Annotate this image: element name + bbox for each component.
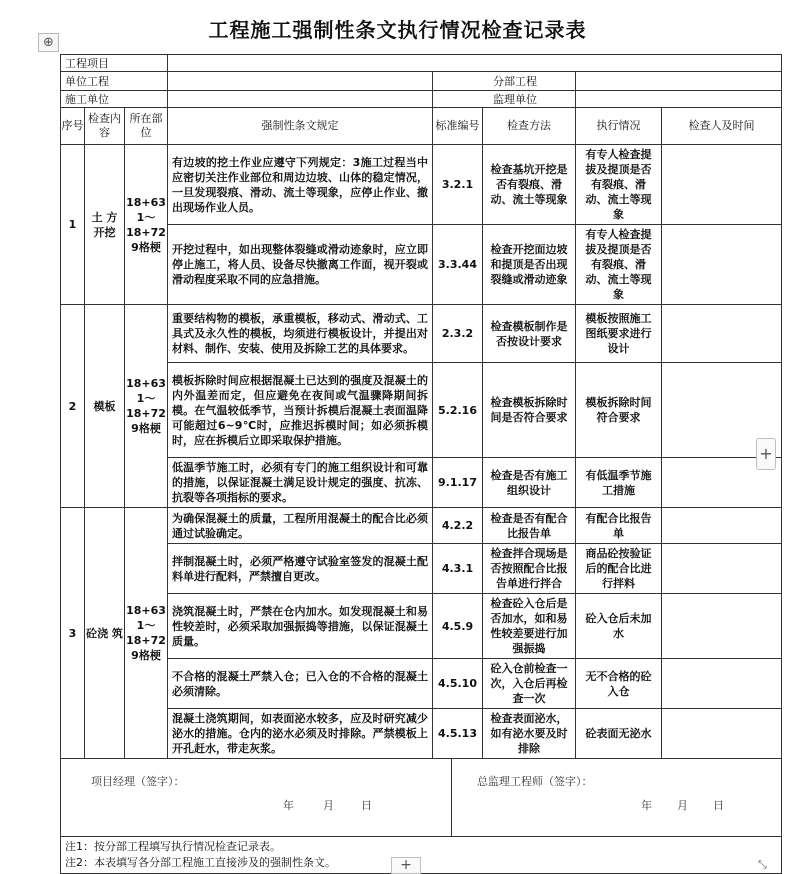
std-number: 2.3.2 xyxy=(433,305,483,363)
std-number: 3.2.1 xyxy=(433,145,483,225)
provision-text: 低温季节施工时，必须有专门的施工组织设计和可靠的措施，以保证混凝土满足设计规定的强度、抗冻、抗裂等各项指标的要求。 xyxy=(168,458,433,508)
provision-row xyxy=(61,508,782,544)
subproject-value[interactable] xyxy=(576,72,782,91)
execution-status: 模板按照施工图纸要求进行设计 xyxy=(576,305,662,363)
chief-date-year: 年 xyxy=(641,799,652,812)
inspector-cell[interactable] xyxy=(662,305,782,363)
provision-row xyxy=(61,145,782,225)
inspector-cell[interactable] xyxy=(662,508,782,544)
project-value[interactable] xyxy=(168,55,782,72)
provision-row xyxy=(61,363,782,458)
add-column-plus-icon[interactable]: + xyxy=(756,438,776,470)
note-2: 注2：本表填写各分部工程施工直接涉及的强制性条文。 xyxy=(65,856,336,869)
execution-status: 有配合比报告单 xyxy=(576,508,662,544)
std-number: 4.5.13 xyxy=(433,709,483,759)
pm-signature-label: 项目经理（签字）： xyxy=(91,775,185,788)
project-label: 工程项目 xyxy=(61,55,168,72)
group-check-content: 砼浇 筑 xyxy=(85,508,125,759)
header-inspector: 检查人及时间 xyxy=(662,108,782,145)
inspector-cell[interactable] xyxy=(662,544,782,594)
group-location: 18+63 1～ 18+72 9格梗 xyxy=(125,305,168,508)
notes-cell xyxy=(61,837,782,874)
group-check-content: 模板 xyxy=(85,305,125,508)
table-resize-icon[interactable]: ⤡ xyxy=(758,858,767,871)
execution-status: 有专人检查提拔及提顶是否有裂痕、滑动、流土等现象 xyxy=(576,225,662,305)
inspector-cell[interactable] xyxy=(662,594,782,659)
provision-text: 有边坡的挖土作业应遵守下列规定：3施工过程当中应密切关注作业部位和周边边坡、山体的稳定情况，一旦发现裂痕、滑动、流土等现象，应停止作业、撤出现场作业人员。 xyxy=(168,145,433,225)
provision-row xyxy=(61,594,782,659)
header-check-content: 检查内容 xyxy=(85,108,125,145)
provision-text: 开挖过程中，如出现整体裂缝或滑动迹象时，应立即停止施工，将人员、设备尽快撤离工作面，视开裂或滑动程度采取不同的应急措施。 xyxy=(168,225,433,305)
note-1: 注1：按分部工程填写执行情况检查记录表。 xyxy=(65,840,281,853)
header-location: 所在部位 xyxy=(125,108,168,145)
group-seq: 3 xyxy=(61,508,85,759)
construction-value[interactable] xyxy=(168,91,433,108)
execution-status: 无不合格的砼入仓 xyxy=(576,659,662,709)
header-exec: 执行情况 xyxy=(576,108,662,145)
pm-date-month: 月 xyxy=(323,799,334,812)
check-method: 检查是否有施工组织设计 xyxy=(483,458,576,508)
std-number: 4.2.2 xyxy=(433,508,483,544)
provision-text: 浇筑混凝土时，严禁在仓内加水。如发现混凝土和易性较差时，必须采取加强振捣等措施，以保证混凝土质量。 xyxy=(168,594,433,659)
provision-row xyxy=(61,305,782,363)
provision-text: 模板拆除时间应根据混凝土已达到的强度及混凝土的内外温差而定，但应避免在夜间或气温骤降期间拆模。在气温较低季节，当预计拆模后混凝土表面温降可能超过6~9℃时，应推迟拆模时间；如必须拆模时，应在拆模后立即采取保护措施。 xyxy=(168,363,433,458)
subproject-label: 分部工程 xyxy=(433,72,576,91)
provision-row xyxy=(61,458,782,508)
check-method: 检查拌合现场是否按照配合比报告单进行拌合 xyxy=(483,544,576,594)
provision-row xyxy=(61,225,782,305)
group-location: 18+63 1～ 18+72 9格梗 xyxy=(125,145,168,305)
unit-value[interactable] xyxy=(168,72,433,91)
std-number: 9.1.17 xyxy=(433,458,483,508)
check-method: 检查砼入仓后是否加水，如和易性较差要进行加强振捣 xyxy=(483,594,576,659)
add-row-plus-icon[interactable]: + xyxy=(391,857,421,874)
check-method: 检查模板拆除时间是否符合要求 xyxy=(483,363,576,458)
inspector-cell[interactable] xyxy=(662,709,782,759)
supervision-label: 监理单位 xyxy=(433,91,576,108)
execution-status: 有专人检查提拔及提顶是否有裂痕、滑动、流土等现象 xyxy=(576,145,662,225)
signature-row xyxy=(61,759,782,837)
execution-status: 砼表面无泌水 xyxy=(576,709,662,759)
execution-status: 模板拆除时间符合要求 xyxy=(576,363,662,458)
group-seq: 2 xyxy=(61,305,85,508)
chief-date-day: 日 xyxy=(713,799,724,812)
provision-text: 混凝土浇筑期间，如表面泌水较多，应及时研究减少泌水的措施。仓内的泌水必须及时排除。严禁模板上开孔赶水，带走灰浆。 xyxy=(168,709,433,759)
inspector-cell[interactable] xyxy=(662,145,782,225)
provision-text: 不合格的混凝土严禁入仓；已入仓的不合格的混凝土必须清除。 xyxy=(168,659,433,709)
chief-date-month: 月 xyxy=(677,799,688,812)
chief-signature-label: 总监理工程师（签字）： xyxy=(477,775,593,788)
group-seq: 1 xyxy=(61,145,85,305)
provision-text: 重要结构物的模板，承重模板，移动式、滑动式、工具式及永久性的模板，均须进行模板设计，并提出对材料、制作、安装、使用及拆除工艺的具体要求。 xyxy=(168,305,433,363)
header-seq: 序号 xyxy=(61,108,85,145)
pm-date-year: 年 xyxy=(283,799,294,812)
supervision-value[interactable] xyxy=(576,91,782,108)
execution-status: 砼入仓后未加水 xyxy=(576,594,662,659)
check-method: 检查是否有配合比报告单 xyxy=(483,508,576,544)
provision-text: 拌制混凝土时，必须严格遵守试验室签发的混凝土配料单进行配料，严禁擅自更改。 xyxy=(168,544,433,594)
std-number: 4.5.9 xyxy=(433,594,483,659)
inspection-table xyxy=(60,54,782,874)
provision-row xyxy=(61,659,782,709)
inspector-cell[interactable] xyxy=(662,225,782,305)
inspector-cell[interactable] xyxy=(662,659,782,709)
signature-divider xyxy=(451,759,452,837)
provision-row xyxy=(61,544,782,594)
table-move-handle-icon[interactable]: ⊕ xyxy=(38,33,59,52)
group-location: 18+63 1～ 18+72 9格梗 xyxy=(125,508,168,759)
construction-label: 施工单位 xyxy=(61,91,168,108)
std-number: 4.5.10 xyxy=(433,659,483,709)
check-method: 检查模板制作是否按设计要求 xyxy=(483,305,576,363)
execution-status: 有低温季节施工措施 xyxy=(576,458,662,508)
header-provision: 强制性条文规定 xyxy=(168,108,433,145)
header-std-no: 标准编号 xyxy=(433,108,483,145)
std-number: 5.2.16 xyxy=(433,363,483,458)
header-method: 检查方法 xyxy=(483,108,576,145)
check-method: 砼入仓前检查一次，入仓后再检查一次 xyxy=(483,659,576,709)
page-title: 工程施工强制性条文执行情况检查记录表 xyxy=(208,18,587,42)
check-method: 检查基坑开挖是否有裂痕、滑动、流土等现象 xyxy=(483,145,576,225)
group-check-content: 土 方 开挖 xyxy=(85,145,125,305)
std-number: 4.3.1 xyxy=(433,544,483,594)
std-number: 3.3.44 xyxy=(433,225,483,305)
check-method: 检查表面泌水，如有泌水要及时排除 xyxy=(483,709,576,759)
execution-status: 商品砼按验证后的配合比进行拌料 xyxy=(576,544,662,594)
check-method: 检查开挖面边坡和提顶是否出现裂缝或滑动迹象 xyxy=(483,225,576,305)
pm-date-day: 日 xyxy=(361,799,372,812)
provision-row xyxy=(61,709,782,759)
unit-label: 单位工程 xyxy=(61,72,168,91)
provision-text: 为确保混凝土的质量，工程所用混凝土的配合比必须通过试验确定。 xyxy=(168,508,433,544)
